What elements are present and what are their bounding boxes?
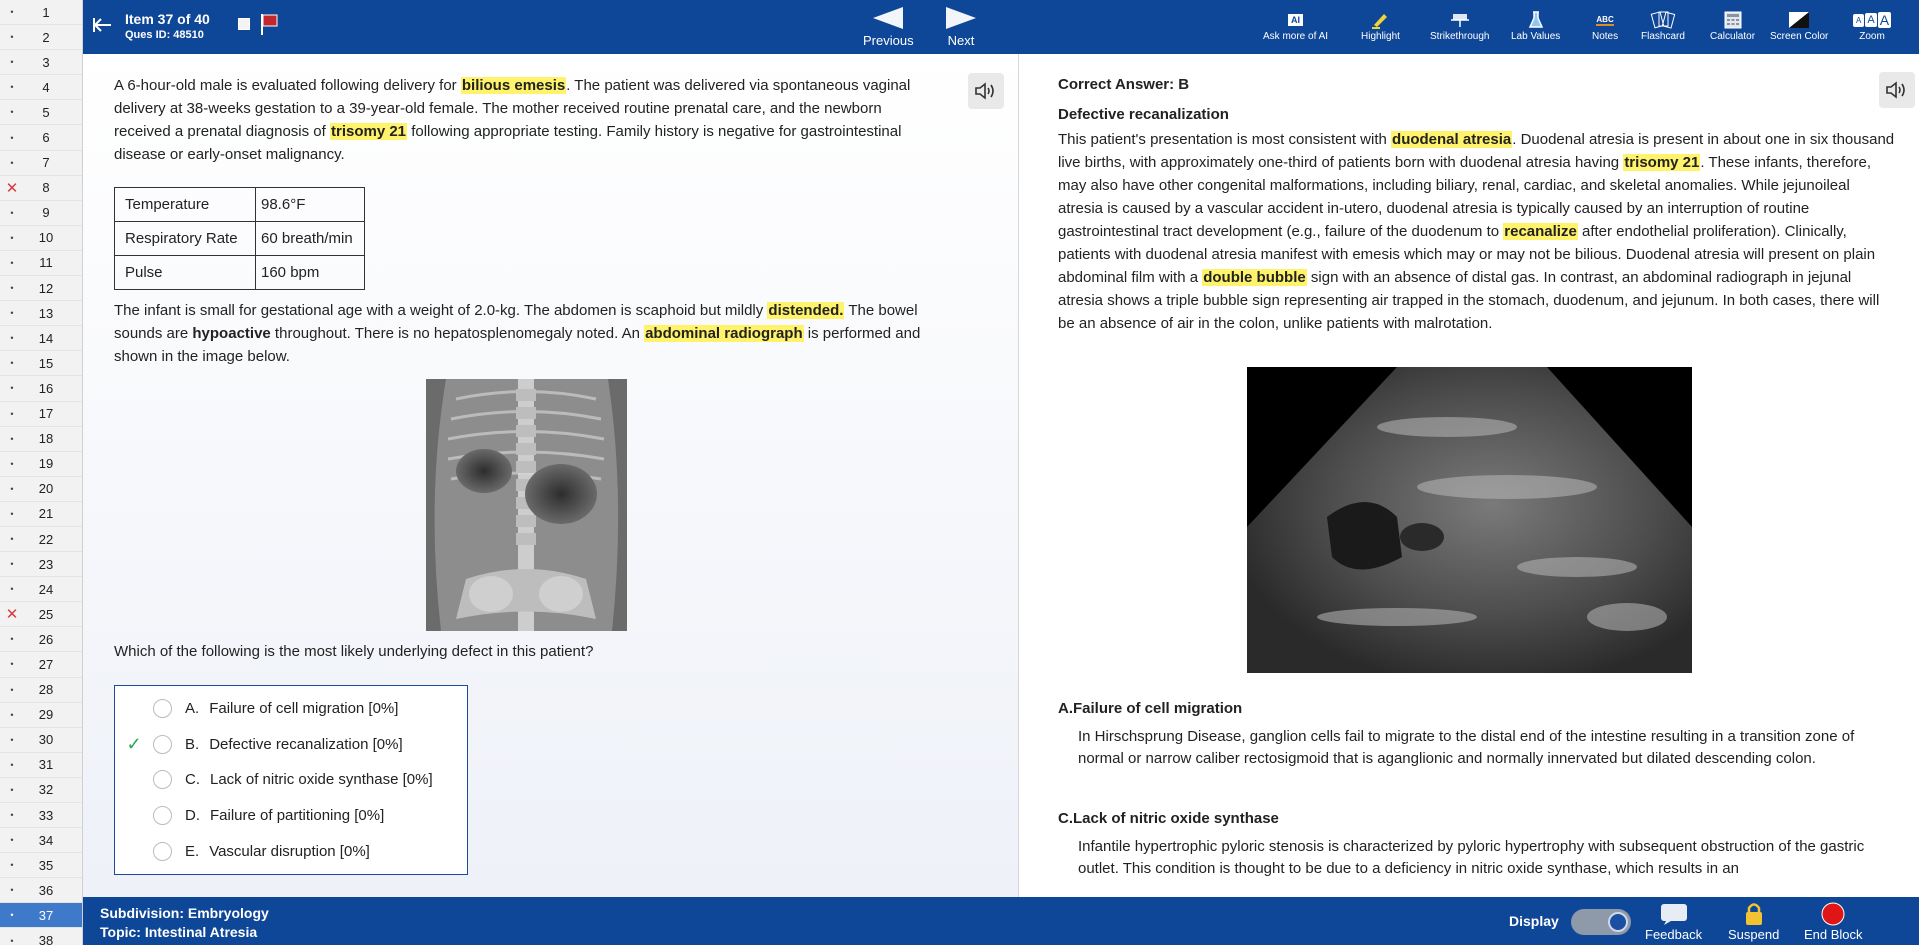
highlight-abdominal-radiograph: abdominal radiograph (645, 325, 803, 342)
status-dot-icon: • (10, 107, 14, 118)
status-dot-icon: • (10, 458, 14, 469)
status-dot-icon: • (10, 383, 14, 394)
back-arrow-icon[interactable] (93, 14, 113, 40)
topic: Topic: Intestinal Atresia (100, 924, 258, 940)
status-dot-icon: • (10, 32, 14, 43)
highlight-button[interactable] (1361, 9, 1400, 42)
status-dot-icon: • (10, 57, 14, 68)
vital-value: 160 bpm (256, 256, 365, 290)
question-number: 26 (38, 631, 54, 647)
status-dot-icon: • (10, 784, 14, 795)
radio-button[interactable] (153, 806, 172, 825)
question-nav-item[interactable] (0, 25, 82, 50)
question-nav-item[interactable] (0, 577, 82, 602)
question-nav-item[interactable] (0, 226, 82, 251)
question-nav-item[interactable] (0, 753, 82, 778)
choice-e[interactable]: E. Vascular disruption [0%] (115, 839, 370, 863)
choice-d[interactable]: D. Failure of partitioning [0%] (115, 803, 384, 827)
display-label: Display (1509, 913, 1559, 929)
display-toggle[interactable] (1571, 909, 1631, 935)
stop-icon (1821, 902, 1845, 926)
question-nav-item[interactable] (0, 928, 82, 945)
calculator-icon (1724, 11, 1742, 29)
highlight-duodenal-atresia: duodenal atresia (1392, 131, 1512, 148)
question-paragraph-2: The infant is small for gestational age with a weight of 2.0-kg. The abdomen is scaphoid but mildly distended. The bowel sounds are hypoactive throughout. There is no hepatosplenomegaly noted. An abdominal radiograph is performed and shown in the image below. (114, 302, 921, 365)
question-id: Ques ID: 48510 (125, 29, 204, 41)
question-number: 35 (38, 857, 54, 873)
question-pane (83, 54, 1018, 897)
status-dot-icon: • (10, 634, 14, 645)
question-number: 31 (38, 757, 54, 773)
subdivision: Subdivision: Embryology (100, 905, 269, 921)
incorrect-x-icon: ✕ (5, 606, 19, 624)
question-nav-item[interactable] (0, 477, 82, 502)
question-nav-item[interactable] (0, 552, 82, 577)
end-block-button[interactable] (1804, 901, 1863, 942)
radio-button[interactable] (153, 770, 172, 789)
calculator-label: Calculator (1710, 31, 1756, 42)
notes-label: Notes (1592, 31, 1619, 42)
flask-icon (1528, 10, 1544, 30)
question-number: 16 (38, 380, 54, 396)
question-number: 13 (38, 305, 54, 321)
question-number: 4 (42, 79, 50, 95)
choice-a[interactable]: A. Failure of cell migration [0%] (115, 696, 398, 720)
question-nav-item[interactable] (0, 878, 82, 903)
status-dot-icon: • (10, 358, 14, 369)
question-number: 5 (42, 104, 50, 120)
question-nav-item[interactable] (0, 351, 82, 376)
question-nav-item[interactable] (0, 176, 82, 201)
choice-c[interactable]: C. Lack of nitric oxide synthase [0%] (115, 767, 433, 791)
question-number: 12 (38, 280, 54, 296)
item-title: Item 37 of 40 (125, 11, 210, 27)
suspend-button[interactable] (1728, 901, 1779, 942)
question-nav-item[interactable] (0, 627, 82, 652)
ask-ai-label: Ask more of AI (1263, 31, 1329, 42)
question-nav-item[interactable] (0, 527, 82, 552)
explanation-title: Defective recanalization (1058, 106, 1229, 123)
next-button[interactable] (944, 5, 978, 48)
question-number: 2 (42, 29, 50, 45)
status-dot-icon: • (10, 684, 14, 695)
read-aloud-question-button[interactable] (968, 73, 1004, 109)
status-dot-icon: • (10, 559, 14, 570)
strikethrough-icon (1450, 11, 1470, 29)
item-info (125, 11, 210, 41)
previous-label: Previous (863, 33, 914, 48)
radio-button[interactable] (153, 842, 172, 861)
question-nav-item[interactable] (0, 50, 82, 75)
zoom-icon: A A A (1853, 9, 1891, 31)
status-dot-icon: • (10, 534, 14, 545)
question-number: 1 (42, 4, 50, 20)
status-dot-icon: • (10, 308, 14, 319)
question-nav-item[interactable] (0, 452, 82, 477)
ai-icon: AI (1288, 14, 1303, 26)
question-number: 6 (42, 130, 50, 146)
next-arrow-icon (944, 5, 978, 31)
question-nav-item[interactable] (0, 703, 82, 728)
contrast-icon (1789, 12, 1809, 28)
next-label: Next (947, 33, 975, 48)
lab-values-label: Lab Values (1511, 31, 1561, 42)
notes-icon: ABC (1596, 14, 1614, 24)
vital-label: Pulse (115, 256, 256, 290)
question-number: 33 (38, 807, 54, 823)
question-nav-item[interactable] (0, 778, 82, 803)
speaker-icon (1885, 80, 1909, 100)
chat-bubble-icon (1660, 903, 1688, 925)
question-nav-item[interactable] (0, 100, 82, 125)
vital-label: Temperature (115, 188, 256, 222)
question-nav-item[interactable] (0, 326, 82, 351)
ultrasound-image[interactable] (1247, 367, 1692, 673)
question-number: 9 (42, 205, 50, 221)
table-row (115, 256, 365, 290)
incorrect-x-icon: ✕ (5, 179, 19, 197)
status-dot-icon: • (10, 257, 14, 268)
question-nav-item[interactable] (0, 402, 82, 427)
flashcard-icon (1650, 9, 1676, 31)
status-dot-icon: • (10, 508, 14, 519)
bottom-bar (83, 897, 1919, 945)
screen-color-label: Screen Color (1770, 31, 1829, 42)
question-number: 10 (38, 230, 54, 246)
question-number: 17 (38, 406, 54, 422)
strikethrough-button[interactable] (1430, 9, 1489, 42)
question-nav-item[interactable] (0, 602, 82, 627)
question-number: 21 (38, 506, 54, 522)
question-nav-item[interactable] (0, 502, 82, 527)
table-row (115, 222, 365, 256)
question-number: 14 (38, 330, 54, 346)
status-dot-icon: • (10, 82, 14, 93)
question-number: 22 (38, 531, 54, 547)
toggle-knob (1608, 912, 1628, 932)
question-nav-item[interactable] (0, 201, 82, 226)
question-nav-item[interactable] (0, 301, 82, 326)
highlight-double-bubble: double bubble (1203, 269, 1306, 286)
question-number: 37 (38, 907, 54, 923)
highlight-distended: distended. (768, 302, 844, 319)
question-nav-item[interactable] (0, 276, 82, 301)
zoom-label: Zoom (1859, 31, 1885, 42)
status-dot-icon: • (10, 709, 14, 720)
end-block-label: End Block (1804, 927, 1863, 942)
question-number: 34 (38, 832, 54, 848)
choice-b[interactable]: ✓ B. Defective recanalization [0%] (115, 732, 403, 756)
feedback-button[interactable] (1645, 901, 1702, 942)
status-dot-icon: • (10, 157, 14, 168)
lab-values-button[interactable] (1511, 9, 1560, 42)
question-nav-item[interactable] (0, 853, 82, 878)
highlighter-icon (1370, 11, 1390, 29)
question-number: 28 (38, 682, 54, 698)
option-c-explanation: Infantile hypertrophic pyloric stenosis is characterized by pyloric hypertrophy with subsequent obstruction of the gastric outlet. This condition is thought to be due to a deficiency in nitric oxide synthase, which results in an (1078, 838, 1865, 877)
question-number: 36 (38, 882, 54, 898)
question-number: 30 (38, 732, 54, 748)
question-nav-item[interactable] (0, 678, 82, 703)
previous-arrow-icon (871, 5, 905, 31)
question-number: 25 (38, 606, 54, 622)
notes-button[interactable] (1592, 9, 1618, 42)
highlight-trisomy-21: trisomy 21 (330, 123, 407, 140)
answer-choices (114, 685, 468, 875)
status-dot-icon: • (10, 810, 14, 821)
question-number: 20 (38, 481, 54, 497)
question-number: 11 (39, 255, 53, 271)
question-number: 19 (38, 456, 54, 472)
vital-value: 98.6°F (256, 188, 365, 222)
flag-icon[interactable] (259, 12, 279, 41)
question-nav-item[interactable] (0, 151, 82, 176)
question-number: 24 (38, 581, 54, 597)
explanation-body: This patient's presentation is most consistent with duodenal atresia. Duodenal atresia is present in about one in six thousand live births, with approximately one-third of patients born with duodenal atresia having trisomy 21. These infants, therefore, may also have other congenital malformations, including biliary, renal, cardiac, and skeletal anomalies. While jejunoileal atresia is caused by a vascular accident in-utero, duodenal atresia is typically caused by an interruption of routine gastrointestinal tract development (e.g., failure of the duodenum to recanalize after endothelial proliferation). Clinically, patients with duodenal atresia manifest with emesis which may or may not be bilious. Duodenal atresia will present on plain abdominal film with a double bubble sign with an absence of distal gas. In contrast, an abdominal radiograph in jejunal atresia shows a triple bubble sign representing air trapped in the stomach, duodenum, and jejunum. In both cases, there will be an absence of air in the colon, unlike patients with malrotation. (1058, 131, 1895, 332)
correct-check-icon: ✓ (126, 733, 142, 754)
radio-button[interactable] (153, 735, 172, 754)
question-nav-item[interactable] (0, 728, 82, 753)
status-dot-icon: • (10, 283, 14, 294)
abdominal-xray-image[interactable] (426, 379, 627, 631)
correct-answer: Correct Answer: B (1058, 76, 1190, 93)
read-aloud-explanation-button[interactable] (1879, 72, 1915, 108)
flashcard-button[interactable] (1641, 9, 1685, 42)
status-dot-icon: • (10, 935, 14, 945)
option-c-heading: C.Lack of nitric oxide synthase (1058, 810, 1279, 827)
radio-button[interactable] (153, 699, 172, 718)
question-number: 23 (38, 556, 54, 572)
top-toolbar (83, 0, 1919, 54)
status-dot-icon: • (10, 734, 14, 745)
question-number: 3 (42, 54, 50, 70)
status-dot-icon: • (10, 659, 14, 670)
question-stem: Which of the following is the most likely underlying defect in this patient? (114, 643, 594, 660)
question-nav-item[interactable] (0, 251, 82, 276)
question-nav-item[interactable] (0, 125, 82, 150)
status-dot-icon: • (10, 835, 14, 846)
status-dot-icon: • (10, 408, 14, 419)
mark-checkbox[interactable] (238, 18, 250, 30)
status-dot-icon: • (10, 207, 14, 218)
question-number: 7 (42, 155, 50, 171)
option-a-heading: A.Failure of cell migration (1058, 700, 1243, 717)
question-number: 32 (38, 782, 54, 798)
status-dot-icon: • (10, 759, 14, 770)
question-number: 38 (38, 933, 54, 945)
lock-icon (1743, 901, 1765, 927)
question-navigator (0, 0, 83, 945)
question-paragraph-1: A 6-hour-old male is evaluated following delivery for bilious emesis. The patient was delivered via spontaneous vaginal delivery at 38-weeks gestation to a 39-year-old female. The mother received routine prenatal care, and the newborn received a prenatal diagnosis of trisomy 21 following appropriate testing. Family history is negative for gastrointestinal disease or early-onset malignancy. (114, 77, 911, 163)
status-dot-icon: • (10, 860, 14, 871)
vital-value: 60 breath/min (256, 222, 365, 256)
highlight-trisomy-21: trisomy 21 (1624, 154, 1700, 171)
question-number: 8 (42, 180, 50, 196)
status-dot-icon: • (10, 333, 14, 344)
explanation-pane (1019, 54, 1919, 897)
status-dot-icon: • (10, 232, 14, 243)
question-nav-item[interactable] (0, 828, 82, 853)
status-dot-icon: • (10, 910, 14, 921)
screen-color-button[interactable] (1770, 9, 1828, 42)
previous-button[interactable] (863, 5, 914, 48)
question-number: 18 (38, 431, 54, 447)
question-nav-item[interactable] (0, 376, 82, 401)
strikethrough-label: Strikethrough (1430, 31, 1490, 42)
calculator-button[interactable] (1710, 9, 1755, 42)
flashcard-label: Flashcard (1641, 31, 1685, 42)
vital-label: Respiratory Rate (115, 222, 256, 256)
status-dot-icon: • (10, 7, 14, 18)
highlight-label: Highlight (1361, 31, 1400, 42)
zoom-button[interactable] (1853, 9, 1891, 42)
feedback-label: Feedback (1645, 927, 1703, 942)
question-number: 27 (38, 656, 54, 672)
vitals-table (114, 187, 365, 290)
status-dot-icon: • (10, 433, 14, 444)
highlight-recanalize: recanalize (1504, 223, 1577, 240)
speaker-icon (974, 81, 998, 101)
status-dot-icon: • (10, 584, 14, 595)
question-nav-item[interactable] (0, 903, 82, 928)
question-nav-item[interactable] (0, 75, 82, 100)
question-nav-item[interactable] (0, 0, 82, 25)
question-nav-item[interactable] (0, 427, 82, 452)
highlight-bilious-emesis: bilious emesis (461, 77, 566, 94)
question-number: 29 (38, 707, 54, 723)
status-dot-icon: • (10, 132, 14, 143)
status-dot-icon: • (10, 885, 14, 896)
question-nav-item[interactable] (0, 652, 82, 677)
bold-hypoactive: hypoactive (192, 325, 271, 342)
question-nav-item[interactable] (0, 803, 82, 828)
ask-ai-button[interactable] (1263, 9, 1328, 42)
status-dot-icon: • (10, 483, 14, 494)
question-number: 15 (38, 355, 54, 371)
option-a-explanation: In Hirschsprung Disease, ganglion cells fail to migrate to the distal end of the intestine resulting in a transition zone of normal or narrow caliber rectosigmoid that is aganglionic and normally innervated but dilated descending colon. (1078, 728, 1855, 767)
table-row (115, 188, 365, 222)
suspend-label: Suspend (1728, 927, 1780, 942)
